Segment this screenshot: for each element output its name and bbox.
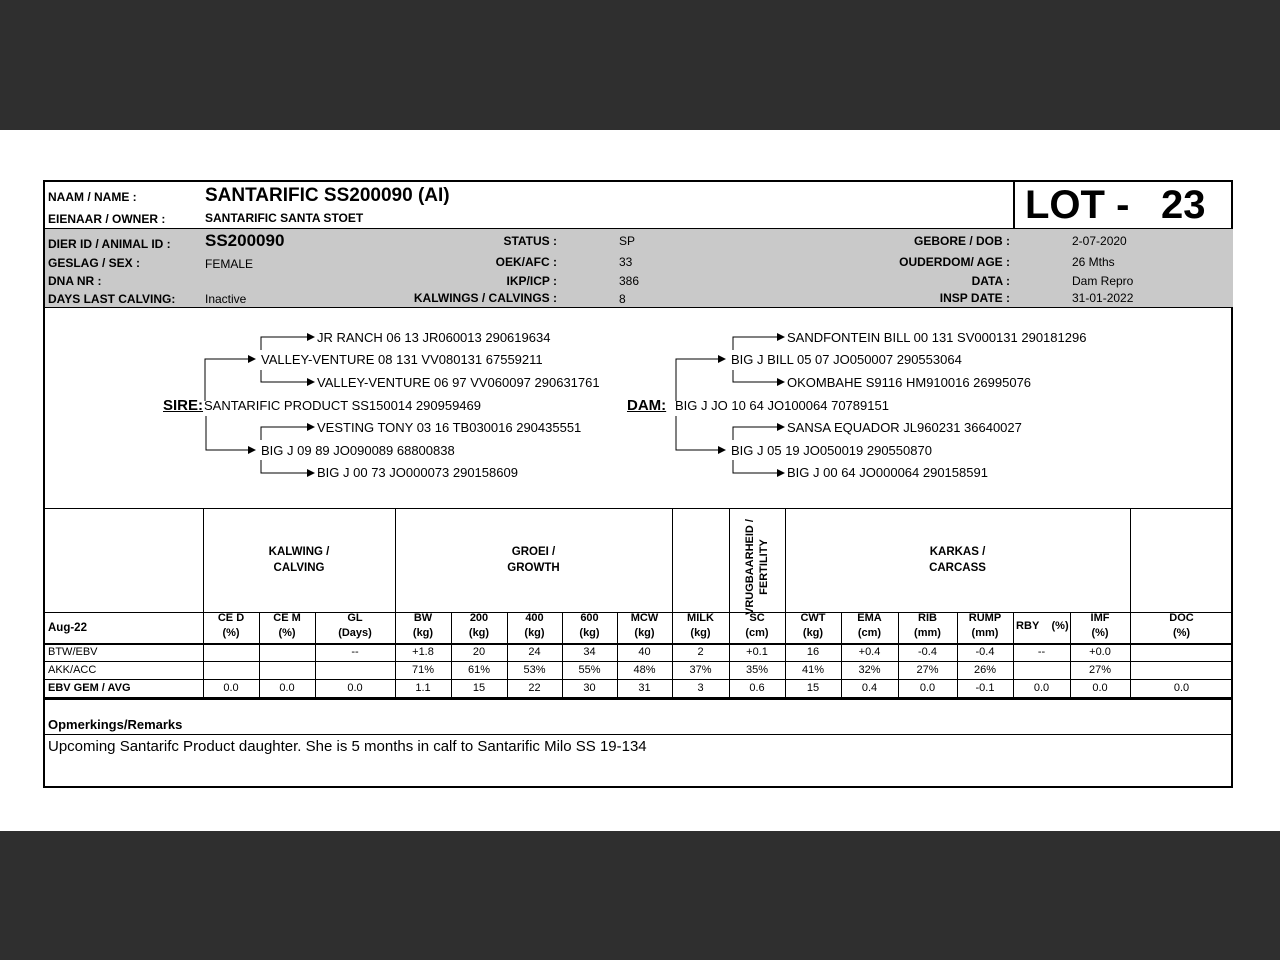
column-header-milk: MILK (kg) — [687, 612, 714, 639]
remarks-divider — [45, 698, 1233, 700]
status-label: STATUS : — [503, 234, 557, 248]
table-cell: 2 — [697, 646, 704, 658]
column-header-doc: DOC (%) — [1169, 612, 1194, 639]
column-header-400: 400 (kg) — [524, 612, 545, 639]
data-label: DATA : — [971, 274, 1010, 288]
table-hline — [45, 661, 1233, 662]
table-cell: -0.4 — [975, 646, 995, 658]
sire-dam-sire: VESTING TONY 03 16 TB030016 290435551 — [317, 420, 582, 435]
group-carcass: KARKAS / CARCASS — [929, 546, 986, 574]
sire-sire-sire: JR RANCH 06 13 JR060013 290619634 — [317, 330, 551, 345]
data-value: Dam Repro — [1072, 274, 1134, 288]
table-cell: 0.0 — [347, 682, 363, 694]
dob-value: 2-07-2020 — [1072, 234, 1127, 248]
table-cell: 0.0 — [919, 682, 936, 694]
status-value: SP — [619, 234, 636, 248]
bottom-dark-band — [0, 831, 1280, 960]
row-label: BTW/EBV — [48, 646, 98, 658]
group-fertility: VRUGBAARHEID / FERTILITY — [744, 519, 770, 615]
sire-dam-dam: BIG J 00 73 JO000073 290158609 — [317, 465, 518, 480]
table-cell: 34 — [583, 646, 596, 658]
group-calving: KALWING / CALVING — [268, 546, 330, 574]
table-vline — [729, 508, 730, 612]
dna-label: DNA NR : — [48, 274, 102, 288]
age-value: 26 Mths — [1072, 255, 1115, 269]
owner-label: EIENAAR / OWNER : — [48, 212, 166, 226]
dam-dam: BIG J 05 19 JO050019 290550870 — [731, 443, 932, 458]
table-cell: 27% — [916, 664, 939, 676]
table-cell: 53% — [523, 664, 546, 676]
afc-label: OEK/AFC : — [495, 255, 557, 269]
table-cell: 0.0 — [223, 682, 239, 694]
ebv-period: Aug-22 — [48, 622, 87, 634]
table-cell: 32% — [858, 664, 881, 676]
dam-sire-sire: SANDFONTEIN BILL 00 131 SV000131 290181296 — [787, 330, 1087, 345]
table-cell: 15 — [472, 682, 486, 694]
table-cell: 71% — [411, 664, 435, 676]
table-cell: 48% — [633, 664, 656, 676]
table-cell: 3 — [697, 682, 704, 694]
column-header-200: 200 (kg) — [468, 612, 490, 639]
table-cell: 61% — [467, 664, 491, 676]
table-cell: 1.1 — [415, 682, 431, 694]
remarks-text: Upcoming Santarifc Product daughter. She is 5 months in calf to Santarific Milo SS 19-134 — [48, 738, 647, 755]
table-cell: 0.6 — [749, 682, 765, 694]
dob-label: GEBORE / DOB : — [913, 234, 1010, 248]
animal-name: SANTARIFIC SS200090 (AI) — [205, 185, 450, 206]
table-hline — [45, 643, 1233, 645]
table-cell: 0.0 — [1033, 682, 1050, 694]
table-cell: 31 — [638, 682, 651, 694]
column-header-rby: RBY (%) — [1013, 620, 1069, 632]
sire-label: SIRE: — [163, 397, 204, 414]
sex-label: GESLAG / SEX : — [48, 256, 141, 270]
dam-sire-dam: OKOMBAHE S9116 HM910016 26995076 — [787, 375, 1032, 390]
table-cell: 0.4 — [861, 682, 878, 694]
table-cell: -- — [351, 646, 359, 658]
table-cell: 22 — [528, 682, 541, 694]
table-cell: 16 — [806, 646, 820, 658]
lot-number: 23 — [1161, 183, 1206, 227]
table-cell: 0.0 — [1092, 682, 1108, 694]
dam: BIG J JO 10 64 JO100064 70789151 — [675, 398, 889, 413]
icp-value: 386 — [619, 274, 640, 288]
table-cell: 37% — [689, 664, 712, 676]
animal-id-value: SS200090 — [205, 231, 285, 250]
column-header-ce-d: CE D (%) — [217, 612, 245, 639]
animal-info-band — [45, 228, 1233, 308]
table-cell: +0.1 — [746, 646, 768, 658]
animal-id-label: DIER ID / ANIMAL ID : — [48, 237, 171, 251]
table-cell: +1.8 — [412, 646, 434, 658]
table-cell: -0.4 — [918, 646, 937, 658]
column-header-600: 600 (kg) — [579, 612, 600, 639]
table-cell: 41% — [801, 664, 825, 676]
row-label: EBV GEM / AVG — [48, 682, 131, 694]
table-cell: 0.0 — [279, 682, 295, 694]
remarks-label: Opmerkings/Remarks — [48, 717, 183, 732]
insp-date-value: 31-01-2022 — [1072, 291, 1134, 305]
column-header-imf: IMF (%) — [1090, 612, 1110, 639]
table-cell: 26% — [973, 664, 997, 676]
table-cell: 35% — [745, 664, 769, 676]
lot-card — [43, 180, 1233, 788]
table-cell: +0.0 — [1089, 646, 1111, 658]
table-cell: +0.4 — [858, 646, 881, 658]
table-cell: 40 — [638, 646, 651, 658]
column-header-sc: SC (cm) — [745, 612, 769, 639]
row-label: AKK/ACC — [48, 664, 97, 676]
column-header-mcw: MCW (kg) — [630, 612, 659, 639]
table-cell: 55% — [578, 664, 601, 676]
column-header-bw: BW (kg) — [412, 612, 434, 639]
sire-sire-dam: VALLEY-VENTURE 06 97 VV060097 290631761 — [317, 375, 600, 390]
calvings-label: KALWINGS / CALVINGS : — [413, 291, 557, 305]
lot-box — [1013, 182, 1233, 228]
table-vline — [672, 508, 673, 612]
column-header-ema: EMA (cm) — [857, 612, 882, 639]
table-cell: 20 — [472, 646, 486, 658]
table-hline — [45, 508, 1233, 509]
column-header-gl: GL (Days) — [338, 612, 372, 639]
remarks-divider-2 — [45, 734, 1233, 735]
afc-value: 33 — [619, 255, 633, 269]
dam-sire: BIG J BILL 05 07 JO050007 290553064 — [731, 352, 962, 367]
lot-label: LOT - — [1025, 183, 1130, 227]
table-cell: 24 — [528, 646, 541, 658]
dam-dam-sire: SANSA EQUADOR JL960231 36640027 — [787, 420, 1022, 435]
column-header-ce-m: CE M (%) — [273, 612, 301, 639]
table-vline — [1130, 508, 1131, 612]
dam-label: DAM: — [627, 397, 667, 414]
table-cell: 30 — [583, 682, 596, 694]
dam-dam-dam: BIG J 00 64 JO000064 290158591 — [787, 465, 988, 480]
sire: SANTARIFIC PRODUCT SS150014 290959469 — [204, 398, 481, 413]
table-cell: -- — [1037, 646, 1046, 658]
sex-value: FEMALE — [205, 257, 254, 271]
days-last-calving-value: Inactive — [205, 292, 247, 306]
group-growth: GROEI / GROWTH — [507, 546, 560, 574]
age-label: OUDERDOM/ AGE : — [899, 255, 1010, 269]
table-cell: 0.0 — [1173, 682, 1190, 694]
top-dark-band — [0, 0, 1280, 130]
sire-sire: VALLEY-VENTURE 08 131 VV080131 67559211 — [261, 352, 543, 367]
icp-label: IKP/ICP : — [506, 274, 557, 288]
column-header-cwt: CWT (kg) — [800, 612, 826, 639]
table-cell: -0.1 — [975, 682, 995, 694]
calvings-value: 8 — [619, 292, 626, 306]
table-cell: 27% — [1088, 664, 1112, 676]
table-hline — [45, 679, 1233, 680]
name-label: NAAM / NAME : — [48, 190, 137, 204]
column-header-rump: RUMP (mm) — [968, 612, 1002, 639]
insp-date-label: INSP DATE : — [939, 291, 1010, 305]
owner-value: SANTARIFIC SANTA STOET — [205, 211, 364, 225]
sire-dam: BIG J 09 89 JO090089 68800838 — [261, 443, 455, 458]
days-last-calving-label: DAYS LAST CALVING: — [48, 292, 176, 306]
column-header-rib: RIB (mm) — [914, 612, 941, 639]
table-cell: 15 — [806, 682, 820, 694]
